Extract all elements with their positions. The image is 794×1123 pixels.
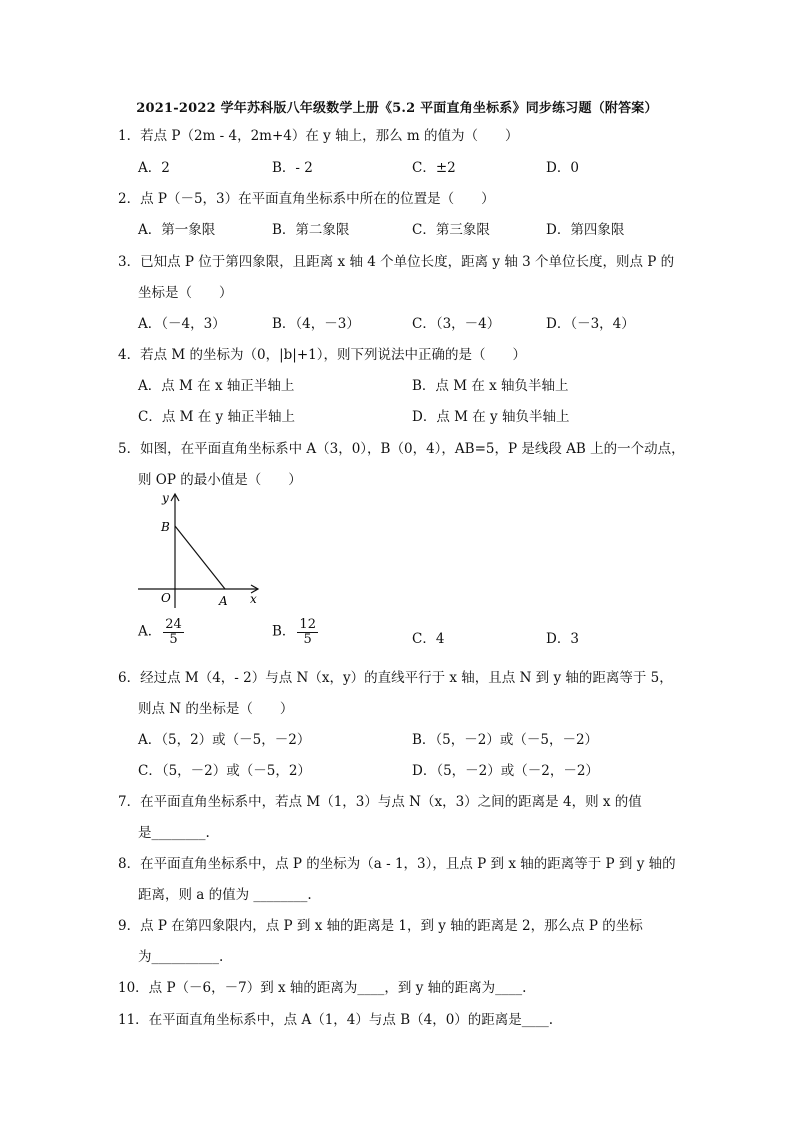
q4-option-a: A．点 M 在 x 轴正半轴上	[138, 378, 295, 394]
q3-option-d: D．（－3，4）	[546, 316, 635, 332]
label-o: O	[161, 591, 171, 605]
question-4: 4．若点 M 的坐标为（0，|b|+1），则下列说法中正确的是（ ）	[118, 347, 526, 363]
q3-option-b: B．（4，－3）	[272, 316, 360, 332]
q4-option-c: C．点 M 在 y 轴正半轴上	[138, 409, 295, 425]
q2-option-b: B．第二象限	[272, 222, 350, 238]
question-3: 3．已知点 P 位于第四象限，且距离 x 轴 4 个单位长度，距离 y 轴 3 个单位长度，则点 P 的	[118, 254, 675, 270]
fraction	[297, 618, 318, 646]
question-11: 11．在平面直角坐标系中，点 A（1，4）与点 B（4，0）的距离是____.	[118, 1012, 554, 1028]
label-y: y	[162, 491, 169, 505]
coordinate-figure	[130, 486, 270, 611]
q5-option-b-prefix: B．	[272, 623, 296, 640]
q6-option-c: C．（5，－2）或（－5，2）	[138, 763, 311, 779]
question-2: 2．点 P（－5，3）在平面直角坐标系中所在的位置是（ ）	[118, 191, 495, 207]
question-10: 10．点 P（－6，－7）到 x 轴的距离为____，到 y 轴的距离为____.	[118, 980, 527, 996]
label-a: A	[219, 594, 228, 608]
numerator: 24	[165, 617, 182, 632]
question-7: 7．在平面直角坐标系中，若点 M（1，3）与点 N（x，3）之间的距离是 4，则 x 的值	[118, 794, 642, 810]
question-7-cont: 是________.	[138, 825, 210, 841]
q1-option-a: A．2	[138, 160, 170, 176]
question-9-cont: 为__________.	[138, 949, 224, 965]
question-6: 6．经过点 M（4，- 2）与点 N（x，y）的直线平行于 x 轴，且点 N 到 y 轴的距离等于 5，	[118, 670, 673, 686]
q6-option-b: B．（5，－2）或（－5，－2）	[412, 732, 599, 748]
q1-option-b: B．- 2	[272, 160, 313, 176]
q5-option-a	[138, 618, 184, 646]
q5-option-b	[272, 618, 318, 646]
q4-option-d: D．点 M 在 y 轴负半轴上	[412, 409, 570, 425]
q1-option-c: C．±2	[412, 160, 456, 176]
q4-option-b: B．点 M 在 x 轴负半轴上	[412, 378, 569, 394]
q5-option-c: C．4	[412, 631, 445, 647]
label-x: x	[250, 592, 257, 606]
q6-option-d: D．（5，－2）或（－2，－2）	[412, 763, 599, 779]
question-5: 5．如图，在平面直角坐标系中 A（3，0），B（0，4），AB=5，P 是线段 AB 上的一个动点，	[118, 441, 685, 457]
q2-option-a: A．第一象限	[138, 222, 216, 238]
segment-ab	[175, 526, 225, 589]
fraction	[163, 618, 184, 646]
numerator: 12	[299, 617, 316, 632]
q3-option-a: A．（－4，3）	[138, 316, 226, 332]
q6-option-a: A．（5，2）或（－5，－2）	[138, 732, 311, 748]
q3-option-c: C．（3，－4）	[412, 316, 501, 332]
q2-option-d: D．第四象限	[546, 222, 625, 238]
denominator: 5	[303, 631, 312, 647]
q5-option-a-prefix: A．	[138, 623, 162, 640]
q2-option-c: C．第三象限	[412, 222, 490, 238]
question-1: 1．若点 P（2m - 4，2m+4）在 y 轴上，那么 m 的值为（ ）	[118, 128, 519, 144]
label-b: B	[161, 520, 170, 534]
question-8-cont: 距离，则 a 的值为 ________.	[138, 887, 312, 903]
question-8: 8．在平面直角坐标系中，点 P 的坐标为（a - 1，3），且点 P 到 x 轴的距离等于 P 到 y 轴的	[118, 856, 676, 872]
question-3-cont: 坐标是（ ）	[138, 285, 233, 301]
question-6-cont: 则点 N 的坐标是（ ）	[138, 701, 294, 717]
page-title: 2021-2022 学年苏科版八年级数学上册《5.2 平面直角坐标系》同步练习题（附答案）	[136, 101, 658, 116]
q1-option-d: D．0	[546, 160, 579, 176]
denominator: 5	[169, 631, 178, 647]
question-9: 9．点 P 在第四象限内，点 P 到 x 轴的距离是 1，到 y 轴的距离是 2，那么点 P 的坐标	[118, 918, 643, 934]
q5-option-d: D．3	[546, 631, 579, 647]
question-5-cont: 则 OP 的最小值是（ ）	[138, 472, 302, 488]
